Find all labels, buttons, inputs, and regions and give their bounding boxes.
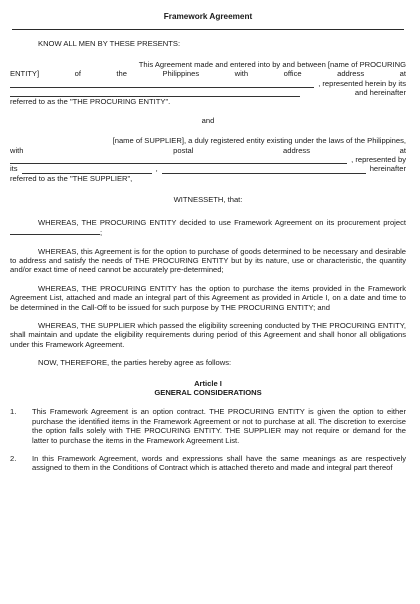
title-rule [12,29,404,30]
comma: , [155,164,158,174]
clause-item [10,407,406,445]
word: office [283,69,302,79]
word: ENTITY] [10,69,40,79]
line-text: hereinafter [369,164,406,174]
entity-address-blank[interactable] [10,80,314,88]
supplier-address-blank[interactable] [10,156,347,164]
entity-representative-blank[interactable] [10,89,300,97]
now-therefore-paragraph: NOW, THEREFORE, the parties hereby agree as follows: [38,358,232,368]
supplier-paragraph [10,136,406,183]
article-title: GENERAL CONSIDERATIONS [154,387,262,397]
agreement-line-4 [10,88,406,97]
and-connector: and [201,115,215,125]
word: at [399,145,406,155]
clause-text: This Framework Agreement is an option contract. THE PROCURING ENTITY is given the option to either purchase the identified items in the Framework Agreement or not to purchase at all. The discretion to exercise the option falls solely with THE PROCURING ENTITY. THE SUPPLIER may not require or demand for the latter to purchase the items in the Framework Agreement List. [32,407,406,445]
supplier-line-1: [name of SUPPLIER], a duly registered entity existing under the laws of the Philippines, [112,136,406,146]
word: at [399,69,406,79]
agreement-line-1: This Agreement made and entered into by and between [name of PROCURING [138,59,406,69]
supplier-representative-blank[interactable] [22,166,152,174]
clause-text: In this Framework Agreement, words and expressions shall have the same meanings as are respectively assigned to them in the Conditions of Contract which is attached thereto and made and integral part thereof [32,454,406,473]
agreement-line-5: referred to as the "THE PROCURING ENTITY". [10,97,171,107]
agreement-paragraph [10,60,406,107]
word: the [116,69,127,79]
article-heading [10,379,406,398]
supplier-line-3 [10,155,406,164]
word: address [283,145,311,155]
clause-list [10,407,406,472]
word: address [337,69,365,79]
agreement-line-3 [10,79,406,88]
clause-item [10,454,406,473]
supplier-title-blank[interactable] [162,166,366,174]
supplier-line-5: referred to as the "THE SUPPLIER", [10,173,133,183]
line-text: , represented herein by its [318,78,406,88]
word: with [10,145,24,155]
line-text: and hereinafter [354,88,406,98]
clause-number: 2. [10,454,17,463]
word: Philippines [162,69,200,79]
article-number: Article I [194,378,222,388]
word: with [234,69,249,79]
clause-number: 1. [10,407,17,417]
whereas-paragraph-4: WHEREAS, THE SUPPLIER which passed the eligibility screening conducted by THE PROCURING ENTITY, shall maintain and update the eligibility requirements during period of this Agreement and shall honor all obligations under this Framework Agreement. [10,320,406,349]
line-text: , represented by [351,155,406,165]
agreement-line-2 [10,69,406,78]
project-name-blank[interactable] [10,227,103,238]
witnesseth-heading: WITNESSETH, that: [173,195,243,205]
whereas-paragraph-1 [10,218,406,238]
document-title: Framework Agreement [163,12,253,21]
know-all-heading: KNOW ALL MEN BY THESE PRESENTS: [38,39,181,49]
word: postal [173,145,194,155]
supplier-line-2 [10,146,406,155]
line-text: its [10,164,18,174]
whereas-paragraph-2: WHEREAS, this Agreement is for the option to purchase of goods determined to be necessary and desirable to address and satisfy the needs of THE PROCURING ENTITY but by its nature, use or characteristic, the quantity and/or exact time of need cannot be accurately pre-determined; [10,246,406,275]
whereas-paragraph-3: WHEREAS, THE PROCURING ENTITY has the option to purchase the items provided in the Framework Agreement List, attached and made an integral part of this Agreement as provided in Article I, on a date and time to be determined in the Call-Off to be issued for such purpose by THE PROCURING ENTITY; and [10,283,406,312]
paragraph-text: WHEREAS, THE PROCURING ENTITY decided to use Framework Agreement on its procurement project [38,217,406,227]
supplier-line-4 [10,164,406,173]
word: of [74,69,81,79]
paragraph-text: ; [100,228,103,238]
